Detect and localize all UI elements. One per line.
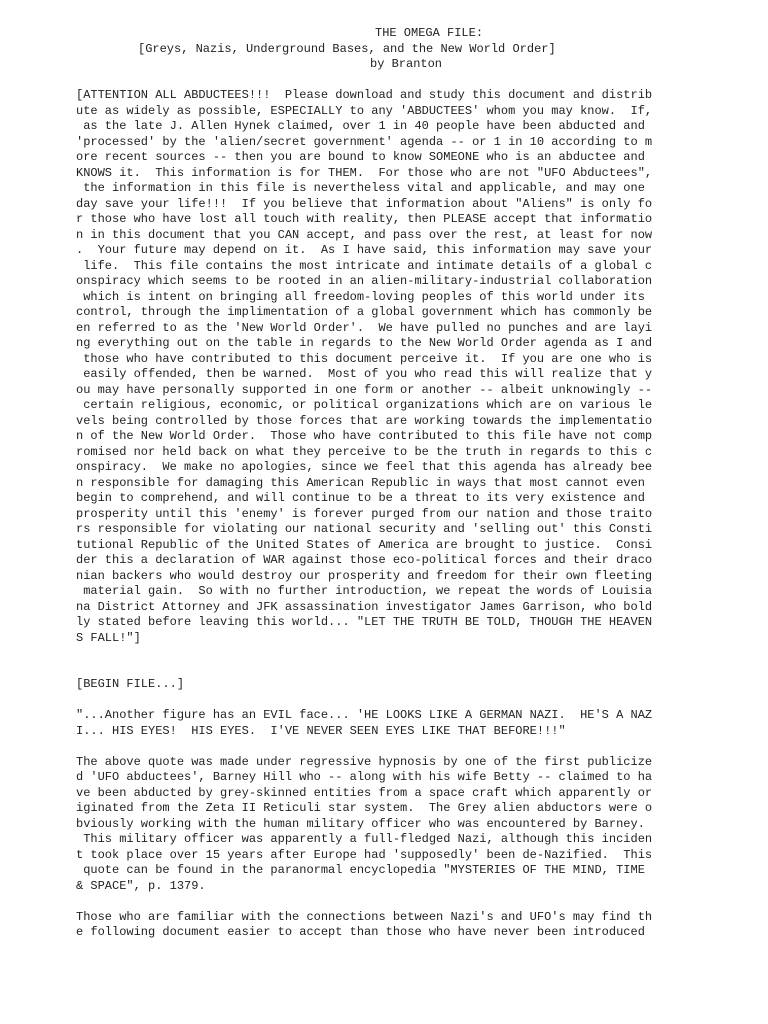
text-line: bviously working with the human military officer who was encountered by Barney. <box>76 816 645 831</box>
closing-paragraph <box>76 910 756 941</box>
text-line: 'processed' by the 'alien/secret government' agenda -- or 1 in 10 according to m <box>76 134 653 149</box>
document-title: THE OMEGA FILE: <box>375 26 484 40</box>
document-page <box>76 26 756 941</box>
text-line: n of the New World Order. Those who have contributed to this file have not comp <box>76 429 653 443</box>
text-line: n in this document that you CAN accept, and pass over the rest, at least for now <box>76 227 653 242</box>
title-block <box>138 26 698 73</box>
quote-paragraph <box>76 708 756 739</box>
text-line: life. This file contains the most intricate and intimate details of a global c <box>76 258 653 273</box>
text-line: material gain. So with no further introduction, we repeat the words of Louisia <box>76 584 653 598</box>
text-line: tutional Republic of the United States of America are brought to justice. Consi <box>76 537 653 552</box>
text-line: ore recent sources -- then you are bound to know SOMEONE who is an abductee and <box>76 150 645 164</box>
text-line: the information in this file is nevertheless vital and applicable, and may one <box>76 181 645 195</box>
text-line: The above quote was made under regressive hypnosis by one of the first publicize <box>76 754 653 769</box>
text-line: en referred to as the 'New World Order'. We have pulled no punches and are layi <box>76 320 653 335</box>
text-line: S FALL!"] <box>76 630 141 645</box>
text-line: iginated from the Zeta II Reticuli star system. The Grey alien abductors were o <box>76 801 653 815</box>
text-line: . Your future may depend on it. As I have said, this information may save your <box>76 243 653 257</box>
text-line: Those who are familiar with the connections between Nazi's and UFO's may find th <box>76 909 653 924</box>
spacer <box>76 646 756 662</box>
text-line: easily offended, then be warned. Most of you who read this will realize that y <box>76 367 653 381</box>
text-line: as the late J. Allen Hynek claimed, over 1 in 40 people have been abducted and <box>76 119 645 133</box>
intro-paragraph <box>76 88 756 646</box>
text-line: n responsible for damaging this American Republic in ways that most cannot even <box>76 475 645 490</box>
text-line: quote can be found in the paranormal encyclopedia "MYSTERIES OF THE MIND, TIME <box>76 863 645 877</box>
text-line: ute as widely as possible, ESPECIALLY to any 'ABDUCTEES' whom you may know. If, <box>76 103 653 118</box>
spacer <box>76 73 756 89</box>
text-line: & SPACE", p. 1379. <box>76 878 206 893</box>
text-line: rs responsible for violating our national security and 'selling out' this Consti <box>76 522 653 536</box>
text-line: KNOWS it. This information is for THEM. For those who are not "UFO Abductees", <box>76 165 653 180</box>
text-line: t took place over 15 years after Europe had 'supposedly' been de-Nazified. This <box>76 847 653 862</box>
spacer <box>76 693 756 709</box>
text-line: romised nor held back on what they perceive to be the truth in regards to this c <box>76 444 653 459</box>
begin-file-marker: [BEGIN FILE...] <box>76 677 185 691</box>
text-line: r those who have lost all touch with reality, then PLEASE accept that informatio <box>76 212 653 226</box>
text-line: which is intent on bringing all freedom-loving peoples of this world under its <box>76 289 645 304</box>
document-subtitle: [Greys, Nazis, Underground Bases, and the New World Order] <box>138 41 556 56</box>
text-line: This military officer was apparently a full-fledged Nazi, although this inciden <box>76 832 653 846</box>
text-line: "...Another figure has an EVIL face... 'HE LOOKS LIKE A GERMAN NAZI. HE'S A NAZ <box>76 708 653 722</box>
text-line: control, through the implimentation of a global government which has commonly be <box>76 305 653 319</box>
text-line: onspiracy. We make no apologies, since we feel that this agenda has already bee <box>76 460 653 474</box>
text-line: na District Attorney and JFK assassination investigator James Garrison, who bold <box>76 599 653 614</box>
text-line: prosperity until this 'enemy' is forever purged from our nation and those traito <box>76 506 653 521</box>
spacer <box>76 739 756 755</box>
text-line: those who have contributed to this document perceive it. If you are one who is <box>76 351 653 366</box>
text-line: ou may have personally supported in one form or another -- albeit unknowingly -- <box>76 382 653 397</box>
text-line: day save your life!!! If you believe that information about "Aliens" is only fo <box>76 196 653 211</box>
text-line: d 'UFO abductees', Barney Hill who -- along with his wife Betty -- claimed to ha <box>76 770 653 784</box>
text-line: der this a declaration of WAR against those eco-political forces and their draco <box>76 553 653 567</box>
spacer <box>76 894 756 910</box>
document-author: by Branton <box>370 57 443 71</box>
text-line: ng everything out on the table in regards to the New World Order agenda as I and <box>76 336 653 350</box>
text-line: begin to comprehend, and will continue to be a threat to its very existence and <box>76 491 645 505</box>
hill-paragraph <box>76 755 756 895</box>
text-line: onspiracy which seems to be rooted in an alien-military-industrial collaboration <box>76 274 653 288</box>
text-line: [ATTENTION ALL ABDUCTEES!!! Please download and study this document and distrib <box>76 88 653 102</box>
text-line: ly stated before leaving this world... "LET THE TRUTH BE TOLD, THOUGH THE HEAVEN <box>76 615 653 629</box>
text-line: e following document easier to accept than those who have never been introduced <box>76 925 645 939</box>
text-line: certain religious, economic, or political organizations which are on various le <box>76 398 653 412</box>
text-line: I... HIS EYES! HIS EYES. I'VE NEVER SEEN EYES LIKE THAT BEFORE!!!" <box>76 723 566 738</box>
spacer <box>76 662 756 678</box>
text-line: nian backers who would destroy our prosperity and freedom for their own fleeting <box>76 568 653 583</box>
text-line: ve been abducted by grey-skinned entities from a space craft which apparently or <box>76 785 653 800</box>
text-line: vels being controlled by those forces that are working towards the implementatio <box>76 413 653 428</box>
